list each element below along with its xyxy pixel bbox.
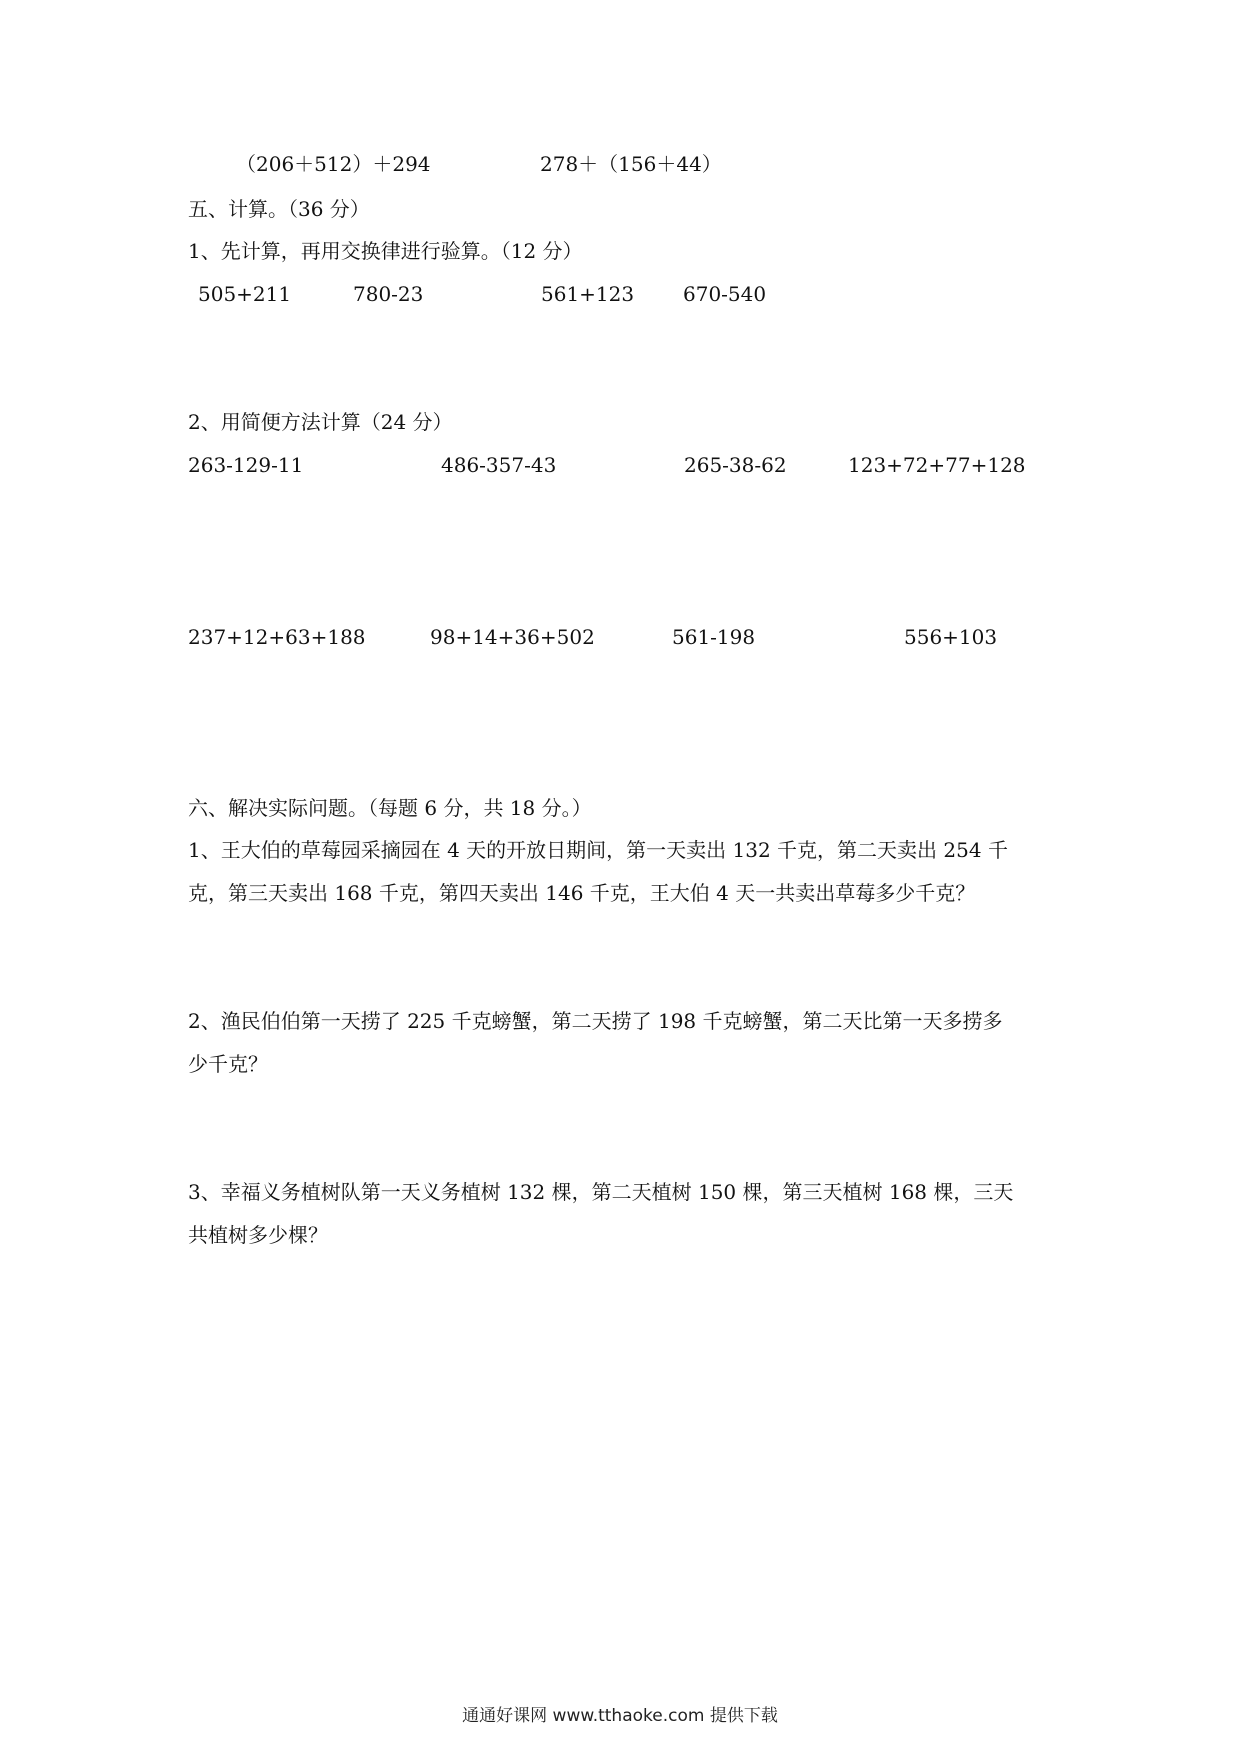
expression-top-1: （206＋512）＋294: [236, 152, 431, 176]
q1-expression-3: 561+123: [541, 282, 635, 306]
q2-row2-expression-3: 561-198: [672, 625, 756, 649]
problem-3-line-1: 3、幸福义务植树队第一天义务植树 132 棵，第二天植树 150 棵，第三天植树 168 棵，三天: [188, 1180, 1014, 1204]
q2-row2-expression-4: 556+103: [904, 625, 998, 649]
problem-3-line-2: 共植树多少棵？: [188, 1223, 328, 1247]
section5-q2-title: 2、用简便方法计算（24 分）: [188, 410, 453, 434]
section5-title: 五、计算。（36 分）: [188, 197, 370, 221]
q2-row1-expression-1: 263-129-11: [188, 453, 304, 477]
expression-top-2: 278＋（156＋44）: [540, 152, 722, 176]
problem-1-line-2: 克，第三天卖出 168 千克，第四天卖出 146 千克，王大伯 4 天一共卖出草莓多少千克？: [188, 881, 976, 905]
problem-2-line-2: 少千克？: [188, 1052, 268, 1076]
page-footer: 通通好课网 www.tthaoke.com 提供下载: [462, 1706, 778, 1726]
q2-row1-expression-3: 265-38-62: [684, 453, 787, 477]
section5-q1-title: 1、先计算，再用交换律进行验算。（12 分）: [188, 239, 583, 263]
problem-2-line-1: 2、渔民伯伯第一天捞了 225 千克螃蟹，第二天捞了 198 千克螃蟹，第二天比第一天多捞多: [188, 1009, 1003, 1033]
q2-row2-expression-1: 237+12+63+188: [188, 625, 366, 649]
problem-1-line-1: 1、王大伯的草莓园采摘园在 4 天的开放日期间，第一天卖出 132 千克，第二天卖出 254 千: [188, 838, 1008, 862]
q1-expression-4: 670-540: [683, 282, 767, 306]
q2-row1-expression-2: 486-357-43: [441, 453, 557, 477]
q2-row2-expression-2: 98+14+36+502: [430, 625, 595, 649]
q2-row1-expression-4: 123+72+77+128: [848, 453, 1026, 477]
q1-expression-2: 780-23: [353, 282, 424, 306]
q1-expression-1: 505+211: [198, 282, 292, 306]
section6-title: 六、解决实际问题。（每题 6 分，共 18 分。）: [188, 796, 592, 820]
